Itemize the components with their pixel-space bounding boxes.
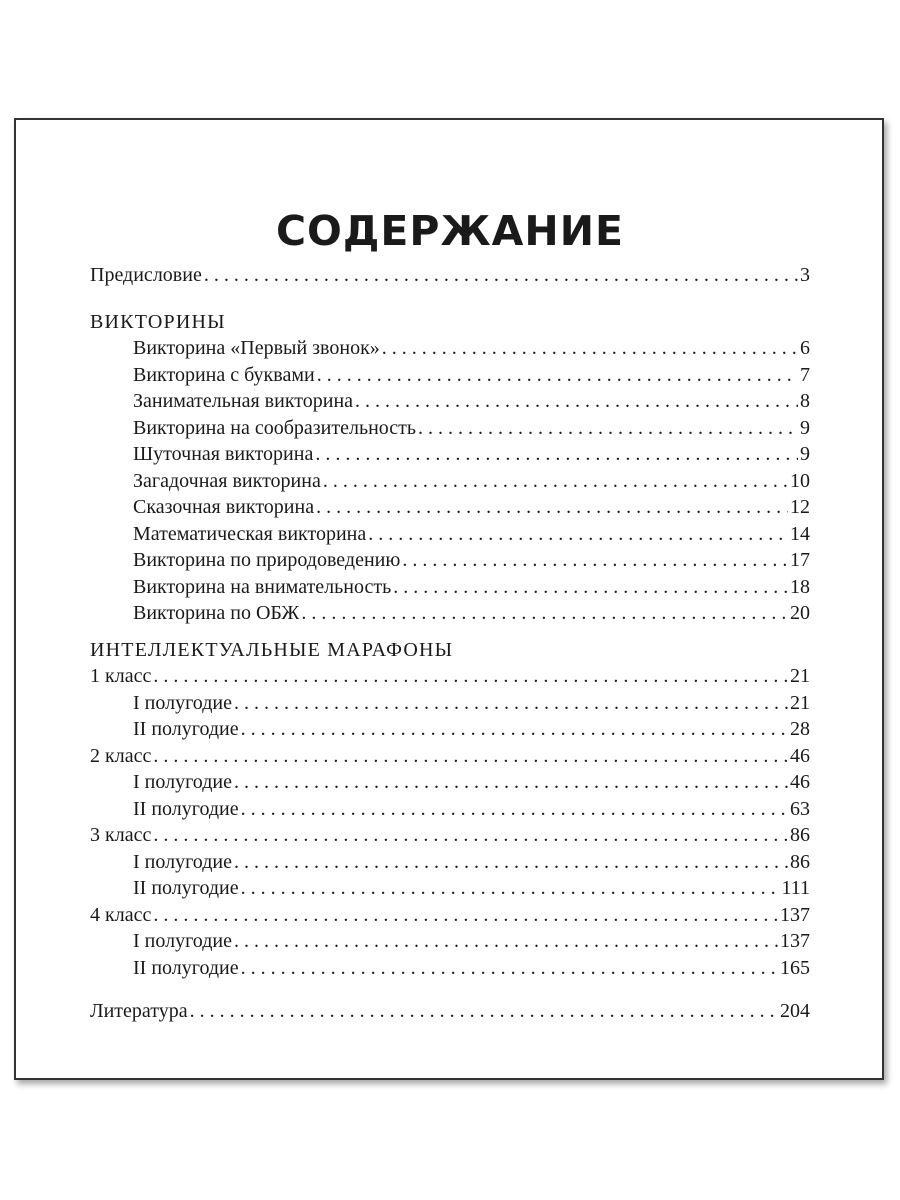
toc-entry-page: 137 (780, 930, 810, 952)
dot-leader (402, 547, 788, 574)
dot-leader (241, 796, 788, 823)
toc-entry-page: 8 (800, 390, 810, 412)
toc-entry-label: I полугодие (133, 850, 232, 873)
dot-leader (355, 388, 798, 415)
toc-entry[interactable] (90, 494, 810, 521)
toc-entry-half[interactable] (90, 769, 810, 796)
dot-leader (234, 928, 778, 955)
section-heading-quizzes: ВИКТОРИНЫ (90, 310, 226, 333)
toc-entry-label: Викторина по ОБЖ (133, 602, 300, 624)
toc-entry-label: 3 класс (90, 824, 152, 846)
toc-entry-label: Викторина на сообразительность (133, 416, 417, 439)
toc-entry-grade[interactable] (90, 743, 810, 770)
dot-leader (153, 902, 778, 929)
toc-entry-page: 63 (790, 797, 810, 820)
toc-entry-label: Предисловие (90, 264, 202, 286)
dot-leader (323, 468, 788, 495)
toc-entry-grade[interactable] (90, 902, 810, 929)
toc-entry-page: 137 (780, 903, 810, 926)
toc-entry-page: 9 (800, 443, 810, 465)
toc-entry-page: 28 (790, 718, 810, 740)
toc-entry-page: 21 (790, 665, 810, 687)
toc-entry[interactable] (90, 521, 810, 548)
toc-entry[interactable] (90, 547, 810, 574)
dot-leader (234, 769, 788, 796)
toc-entry-page: 17 (790, 549, 810, 571)
toc-entry-page: 3 (800, 264, 810, 286)
toc-entry-literature[interactable] (90, 998, 810, 1025)
dot-leader (382, 335, 798, 362)
toc-entry-label: Викторина по природоведению (133, 549, 401, 571)
toc-entry-page: 9 (800, 416, 810, 439)
toc-entry-label: 2 класс (90, 744, 152, 767)
toc-entry-page: 86 (790, 850, 810, 873)
toc-entry-half[interactable] (90, 928, 810, 955)
toc-entry-half[interactable] (90, 796, 810, 823)
toc-entry-page: 10 (790, 469, 810, 492)
toc-entry-label: Занимательная викторина (133, 390, 354, 412)
toc-entry-label: Математическая викторина (133, 522, 367, 545)
toc-entry-half[interactable] (90, 849, 810, 876)
table-of-contents (90, 262, 810, 1025)
toc-entry-page: 12 (790, 496, 810, 518)
toc-entry-label: I полугодие (133, 691, 232, 714)
toc-entry-page: 20 (790, 602, 810, 624)
toc-entry-label: Загадочная викторина (133, 469, 321, 492)
dot-leader (204, 262, 798, 289)
toc-entry-preface[interactable] (90, 262, 810, 289)
toc-entry-page: 111 (781, 877, 810, 899)
toc-entry-grade[interactable] (90, 822, 810, 849)
toc-entry-label: Шуточная викторина (133, 443, 314, 465)
toc-entry-label: Сказочная викторина (133, 496, 315, 518)
dot-leader (153, 743, 788, 770)
toc-entry-page: 14 (790, 522, 810, 545)
toc-entry-half[interactable] (90, 875, 810, 902)
toc-entry-half[interactable] (90, 955, 810, 982)
section-heading-marathons: ИНТЕЛЛЕКТУАЛЬНЫЕ МАРАФОНЫ (90, 638, 454, 661)
toc-entry-label: 4 класс (90, 903, 152, 926)
dot-leader (418, 415, 798, 442)
dot-leader (315, 441, 798, 468)
dot-leader (153, 663, 788, 690)
toc-entry-page: 7 (800, 363, 810, 386)
toc-entry-label: II полугодие (133, 718, 239, 740)
dot-leader (241, 955, 778, 982)
dot-leader (393, 574, 788, 601)
dot-leader (234, 690, 788, 717)
toc-entry-half[interactable] (90, 690, 810, 717)
toc-entry-label: 1 класс (90, 665, 152, 687)
toc-entry-label: II полугодие (133, 877, 239, 899)
toc-entry-page: 18 (790, 575, 810, 598)
toc-entry[interactable] (90, 468, 810, 495)
toc-entry[interactable] (90, 441, 810, 468)
dot-leader (153, 822, 788, 849)
toc-entry[interactable] (90, 600, 810, 627)
page-title: СОДЕРЖАНИЕ (275, 207, 625, 255)
toc-entry[interactable] (90, 574, 810, 601)
toc-entry-page: 86 (790, 824, 810, 846)
toc-entry-label: Викторина с буквами (133, 363, 315, 386)
toc-entry[interactable] (90, 388, 810, 415)
dot-leader (234, 849, 788, 876)
dot-leader (190, 998, 778, 1025)
toc-entry-page: 165 (780, 956, 810, 979)
dot-leader (301, 600, 788, 627)
dot-leader (241, 875, 780, 902)
toc-entry-page: 6 (800, 337, 810, 359)
toc-entry-label: II полугодие (133, 797, 239, 820)
toc-entry-page: 46 (790, 744, 810, 767)
toc-entry-page: 21 (790, 691, 810, 714)
toc-entry-label: Литература (90, 1000, 188, 1022)
toc-entry-label: II полугодие (133, 956, 239, 979)
dot-leader (368, 521, 788, 548)
dot-leader (241, 716, 788, 743)
toc-entry[interactable] (90, 362, 810, 389)
dot-leader (317, 362, 798, 389)
toc-entry[interactable] (90, 335, 810, 362)
toc-entry-grade[interactable] (90, 663, 810, 690)
toc-entry-page: 46 (790, 771, 810, 793)
dot-leader (316, 494, 788, 521)
toc-entry[interactable] (90, 415, 810, 442)
toc-entry-page: 204 (780, 1000, 810, 1022)
toc-entry-label: I полугодие (133, 771, 232, 793)
toc-entry-label: Викторина на внимательность (133, 575, 392, 598)
toc-entry-label: I полугодие (133, 930, 232, 952)
toc-entry-label: Викторина «Первый звонок» (133, 337, 380, 359)
toc-entry-half[interactable] (90, 716, 810, 743)
